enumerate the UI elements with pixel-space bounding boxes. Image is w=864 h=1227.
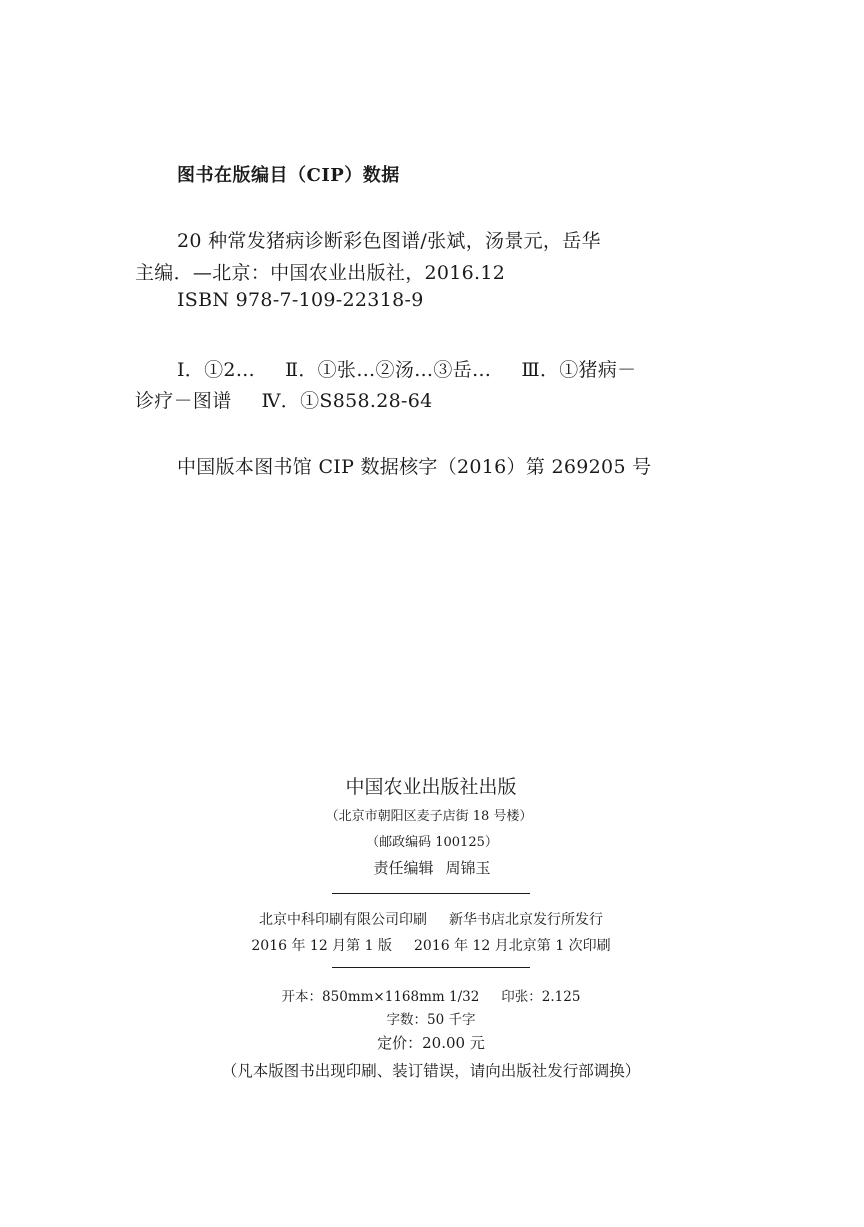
publisher-address: （北京市朝阳区麦子店街 18 号楼） — [325, 809, 533, 824]
edition-line — [0, 935, 863, 955]
cip-book-title-line: 20 种常发猪病诊断彩色图谱/张斌，汤景元，岳华 — [177, 230, 601, 252]
cip-classification-line-1 — [177, 355, 636, 382]
printing-error-note: （凡本版图书出现印刷、装订错误，请向出版社发行部调换） — [221, 1062, 641, 1080]
format-line — [0, 985, 863, 1005]
cip-class-ii: Ⅱ．①张…②汤…③岳… — [285, 359, 492, 381]
edition: 2016 年 12 月第 1 版 — [251, 938, 392, 954]
cip-publisher-line: 主编．—北京：中国农业出版社，2016.12 — [135, 262, 506, 284]
cip-classification-line-2 — [135, 386, 433, 413]
cip-isbn: ISBN 978-7-109-22318-9 — [177, 289, 424, 311]
printer: 北京中科印刷有限公司印刷 — [259, 912, 427, 928]
cip-class-iii: Ⅲ．①猪病－ — [521, 359, 637, 381]
printing: 2016 年 12 月北京第 1 次印刷 — [414, 938, 611, 954]
printed-sheets: 印张：2.125 — [501, 989, 581, 1005]
book-format: 开本：850mm×1168mm 1/32 — [281, 989, 480, 1005]
cip-record-number: 中国版本图书馆 CIP 数据核字（2016）第 269205 号 — [177, 456, 652, 478]
distributor: 新华书店北京发行所发行 — [449, 912, 603, 928]
cip-class-i: Ⅰ．①2… — [177, 359, 256, 381]
cip-heading: 图书在版编目（CIP）数据 — [177, 165, 400, 186]
cip-class-iii-cont: 诊疗－图谱 — [135, 390, 232, 412]
publisher-name: 中国农业出版社出版 — [345, 776, 517, 798]
editor-label: 责任编辑 — [373, 859, 434, 877]
cip-class-iv: Ⅳ．①S858.28-64 — [261, 390, 433, 412]
responsible-editor — [0, 857, 864, 878]
editor-name: 周锦玉 — [445, 859, 491, 877]
word-count: 字数：50 千字 — [386, 1012, 476, 1028]
divider-bottom — [332, 967, 530, 968]
price: 定价：20.00 元 — [377, 1034, 485, 1052]
printer-distributor-line — [0, 909, 863, 929]
divider-top — [332, 893, 530, 894]
publisher-postcode: （邮政编码 100125） — [366, 835, 498, 850]
